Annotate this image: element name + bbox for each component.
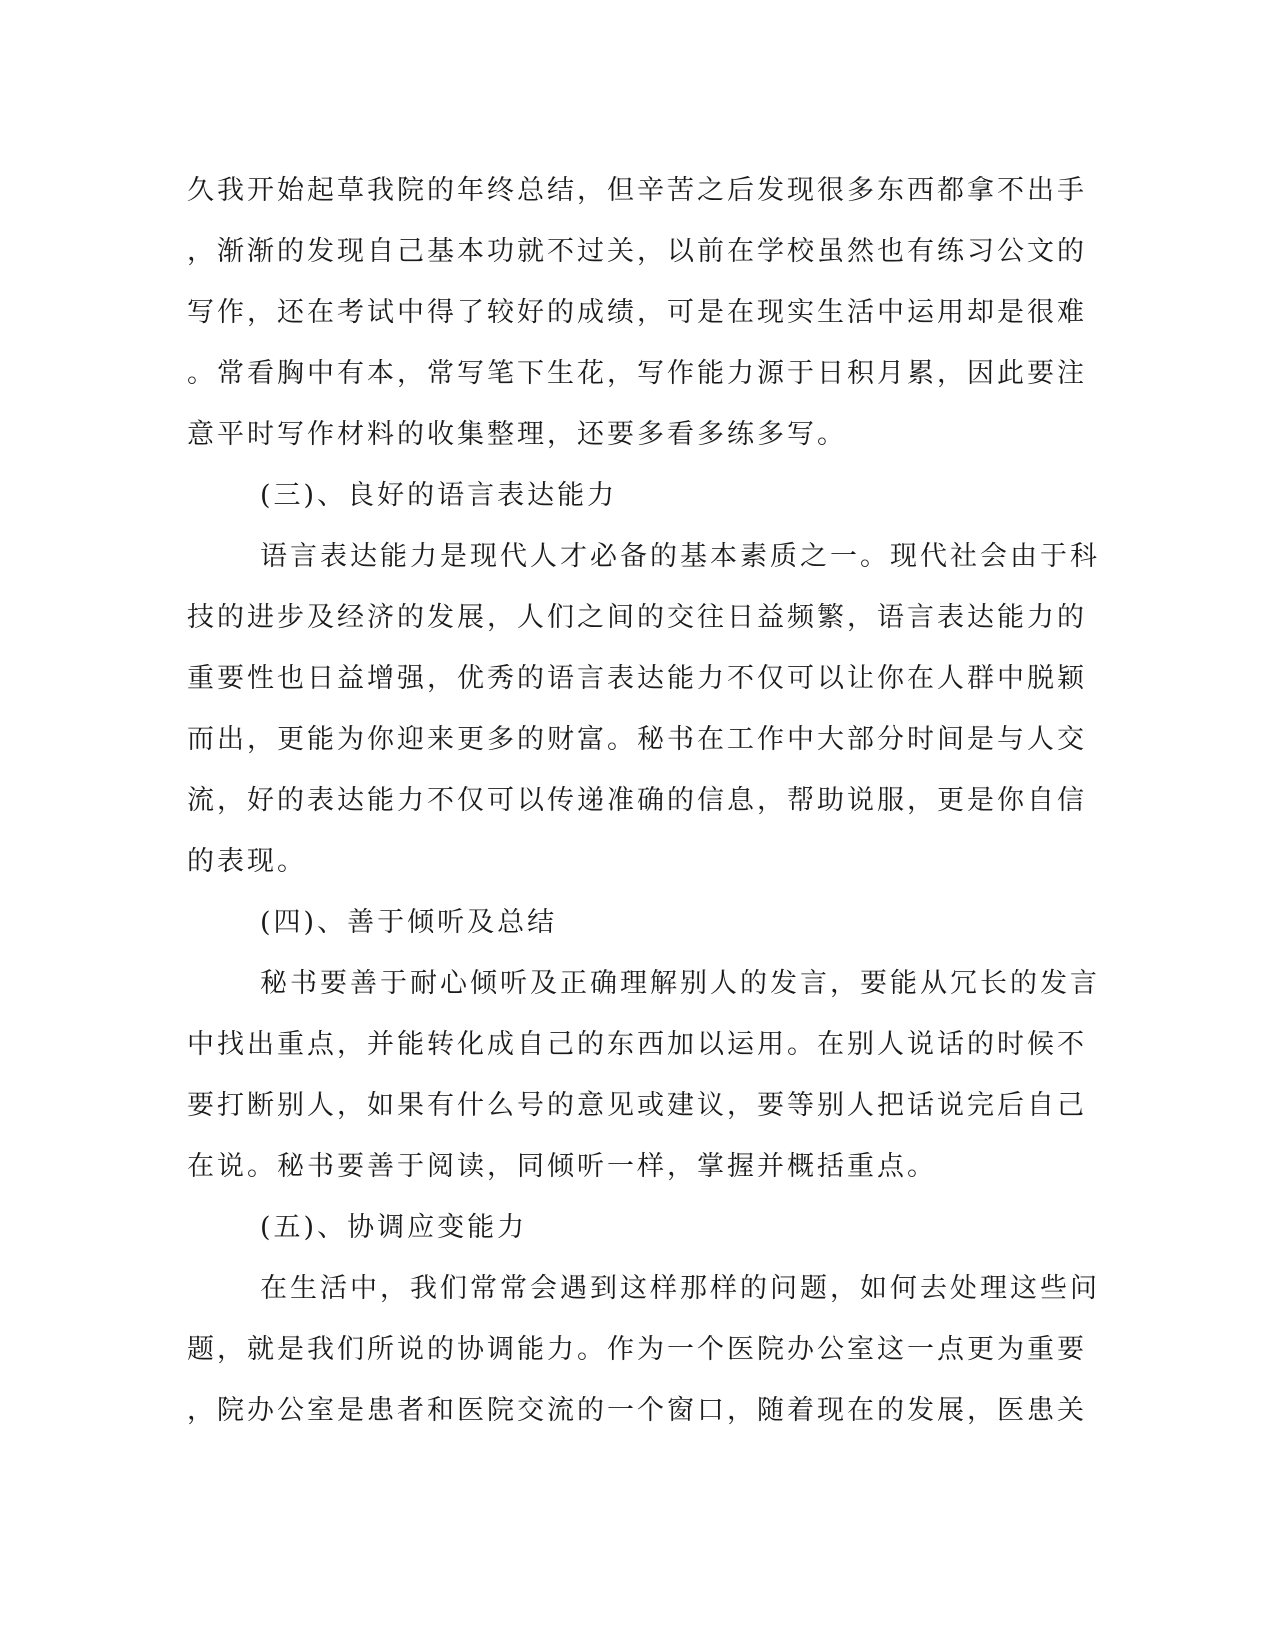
text-line: 技的进步及经济的发展，人们之间的交往日益频繁，语言表达能力的 bbox=[187, 602, 1087, 633]
section-heading-3: (三)、良好的语言表达能力 bbox=[260, 480, 618, 511]
text-line: 要打断别人，如果有什么号的意见或建议，要等别人把话说完后自己 bbox=[187, 1090, 1087, 1121]
text-line: 久我开始起草我院的年终总结，但辛苦之后发现很多东西都拿不出手 bbox=[187, 175, 1087, 206]
section-heading-4: (四)、善于倾听及总结 bbox=[260, 907, 558, 938]
text-line: 题，就是我们所说的协调能力。作为一个医院办公室这一点更为重要 bbox=[187, 1334, 1087, 1365]
section-heading-5: (五)、协调应变能力 bbox=[260, 1212, 528, 1243]
text-line: ，渐渐的发现自己基本功就不过关，以前在学校虽然也有练习公文的 bbox=[187, 236, 1087, 267]
text-line: 。常看胸中有本，常写笔下生花，写作能力源于日积月累，因此要注 bbox=[187, 358, 1087, 389]
text-line: 写作，还在考试中得了较好的成绩，可是在现实生活中运用却是很难 bbox=[187, 297, 1087, 328]
text-line: ，院办公室是患者和医院交流的一个窗口，随着现在的发展，医患关 bbox=[187, 1395, 1087, 1426]
text-line: 的表现。 bbox=[187, 846, 307, 877]
text-line: 中找出重点，并能转化成自己的东西加以运用。在别人说话的时候不 bbox=[187, 1029, 1087, 1060]
text-line: 意平时写作材料的收集整理，还要多看多练多写。 bbox=[187, 419, 847, 450]
text-line: 在生活中，我们常常会遇到这样那样的问题，如何去处理这些问 bbox=[260, 1273, 1100, 1304]
body-text bbox=[187, 160, 1100, 1441]
text-line: 在说。秘书要善于阅读，同倾听一样，掌握并概括重点。 bbox=[187, 1151, 937, 1182]
text-line: 秘书要善于耐心倾听及正确理解别人的发言，要能从冗长的发言 bbox=[260, 968, 1100, 999]
text-line: 而出，更能为你迎来更多的财富。秘书在工作中大部分时间是与人交 bbox=[187, 724, 1087, 755]
text-line: 语言表达能力是现代人才必备的基本素质之一。现代社会由于科 bbox=[260, 541, 1100, 572]
text-line: 重要性也日益增强，优秀的语言表达能力不仅可以让你在人群中脱颖 bbox=[187, 663, 1087, 694]
text-line: 流，好的表达能力不仅可以传递准确的信息，帮助说服，更是你自信 bbox=[187, 785, 1087, 816]
